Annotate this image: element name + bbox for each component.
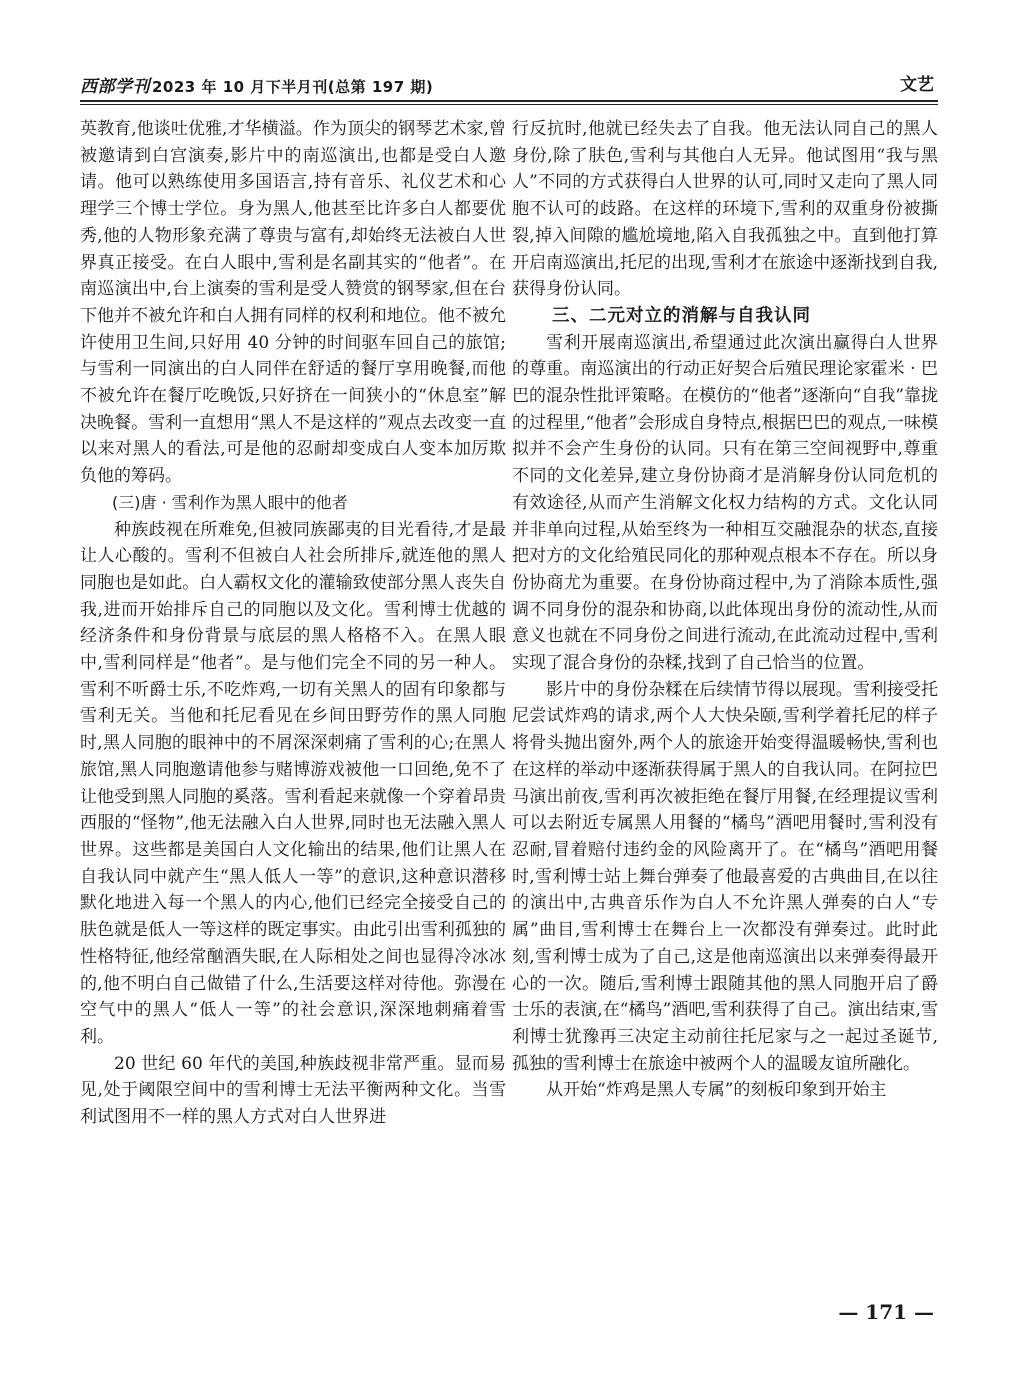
header-rule-thick (80, 100, 938, 102)
subsection-heading: (三)唐 · 雪利作为黑人眼中的他者 (112, 492, 348, 512)
right-column (512, 116, 938, 1104)
header-rule-thin (80, 104, 938, 105)
paragraph: 英教育,他谈吐优雅,才华横溢。作为顶尖的钢琴艺术家,曾被邀请到白宫演奏,影片中的南巡演出,也都是受白人邀请。他可以熟练使用多国语言,持有音乐、礼仪艺术和心理学三个博士学位。身为黑人,他甚至比许多白人都要优秀,他的人物形象充满了尊贵与富有,却始终无法被白人世界真正接受。在白人眼中,雪利是名副其实的“他者”。在南巡演出中,台上演奏的雪利是受人赞赏的钢琴家,但在台下他并不被允许和白人拥有同样的权利和地位。他不被允许使用卫生间,只好用 40 分钟的时间驱车回自己的旅馆;与雪利一同演出的白人同伴在舒适的餐厅享用晚餐,而他不被允许在餐厅吃晚饭,只好挤在一间狭小的“休息室”解决晚餐。雪利一直想用“黑人不是这样的”观点去改变一直以来对黑人的看法,可是他的忍耐却变成白人变本加厉欺负他的筹码。 (80, 119, 506, 487)
running-header (80, 70, 938, 100)
paragraph: 影片中的身份杂糅在后续情节得以展现。雪利接受托尼尝试炸鸡的请求,两个人大快朵颐,雪利学着托尼的样子将骨头抛出窗外,两个人的旅途开始变得温暖畅快,雪利也在这样的举动中逐渐获得属于黑人的自我认同。在阿拉巴马演出前夜,雪利再次被拒绝在餐厅用餐,在经理提议雪利可以去附近专属黑人用餐的“橘鸟”酒吧用餐时,雪利没有忍耐,冒着赔付违约金的风险离开了。在“橘鸟”酒吧用餐时,雪利博士站上舞台弹奏了他最喜爱的古典曲目,在以往的演出中,古典音乐作为白人不允许黑人弹奏的白人“专属”曲目,雪利博士在舞台上一次都没有弹奏过。此时此刻,雪利博士成为了自己,这是他南巡演出以来弹奏得最开心的一次。随后,雪利博士跟随其他的黑人同胞开启了爵士乐的表演,在“橘鸟”酒吧,雪利获得了自己。演出结束,雪利博士犹豫再三决定主动前往托尼家与之一起过圣诞节,孤独的雪利博士在旅途中被两个人的温暖友谊所融化。 (512, 679, 938, 1074)
journal-info (80, 72, 433, 97)
paragraph: 20 世纪 60 年代的美国,种族歧视非常严重。显而易见,处于阈限空间中的雪利博士无法平衡两种文化。当雪利试图用不一样的黑人方式对白人世界进 (80, 1053, 506, 1128)
section-label: 文艺 (900, 75, 934, 95)
paragraph: 从开始“炸鸡是黑人专属”的刻板印象到开始主 (546, 1080, 887, 1101)
journal-issue: 2023 年 10 月下半月刊(总第 197 期) (152, 78, 434, 96)
page-number: — 171 — (838, 1300, 934, 1324)
paragraph: 种族歧视在所难免,但被同族鄙夷的目光看待,才是最让人心酸的。雪利不但被白人社会所排斥,就连他的黑人同胞也是如此。白人霸权文化的灌输致使部分黑人丧失自我,进而开始排斥自己的同胞以及文化。雪利博士优越的经济条件和身份背景与底层的黑人格格不入。在黑人眼中,雪利同样是“他者”。是与他们完全不同的另一种人。雪利不听爵士乐,不吃炸鸡,一切有关黑人的固有印象都与雪利无关。当他和托尼看见在乡间田野劳作的黑人同胞时,黑人同胞的眼神中的不屑深深刺痛了雪利的心;在黑人旅馆,黑人同胞邀请他参与赌博游戏被他一口回绝,免不了让他受到黑人同胞的奚落。雪利看起来就像一个穿着昂贵西服的“怪物”,他无法融入白人世界,同时也无法融入黑人世界。这些都是美国白人文化输出的结果,他们让黑人在自我认同中就产生“黑人低人一等”的意识,这种意识潜移默化地进入每一个黑人的内心,他们已经完全接受自己的肤色就是低人一等这样的既定事实。由此引出雪利孤独的性格特征,他经常酗酒失眠,在人际相处之间也显得冷冰冰的,他不明白自己做错了什么,生活要这样对待他。弥漫在空气中的黑人“低人一等”的社会意识,深深地刺痛着雪利。 (80, 519, 506, 1047)
left-column (80, 116, 506, 1131)
journal-logo: 西部学刊 (80, 77, 150, 97)
section-heading: 三、二元对立的消解与自我认同 (552, 305, 811, 326)
paragraph: 行反抗时,他就已经失去了自我。他无法认同自己的黑人身份,除了肤色,雪利与其他白人无异。他试图用“我与黑人”不同的方式获得白人世界的认可,同时又走向了黑人同胞不认可的歧路。在这样的环境下,雪利的双重身份被撕裂,掉入间隙的尴尬境地,陷入自我孤独之中。直到他打算开启南巡演出,托尼的出现,雪利才在旅途中逐渐找到自我,获得身份认同。 (512, 119, 938, 300)
paragraph: 雪利开展南巡演出,希望通过此次演出赢得白人世界的尊重。南巡演出的行动正好契合后殖民理论家霍米 · 巴巴的混杂性批评策略。在模仿的“他者”逐渐向“自我”靠拢的过程里,“他者”会形成自身特点,根据巴巴的观点,一味模拟并不会产生身份的认同。只有在第三空间视野中,尊重不同的文化差异,建立身份协商才是消解身份认同危机的有效途径,从而产生消解文化权力结构的方式。文化认同并非单向过程,从始至终为一种相互交融混杂的状态,直接把对方的文化给殖民同化的那种观点根本不存在。所以身份协商尤为重要。在身份协商过程中,为了消除本质性,强调不同身份的混杂和协商,以此体现出身份的流动性,从而意义也就在不同身份之间进行流动,在此流动过程中,雪利实现了混合身份的杂糅,找到了自己恰当的位置。 (512, 332, 938, 674)
